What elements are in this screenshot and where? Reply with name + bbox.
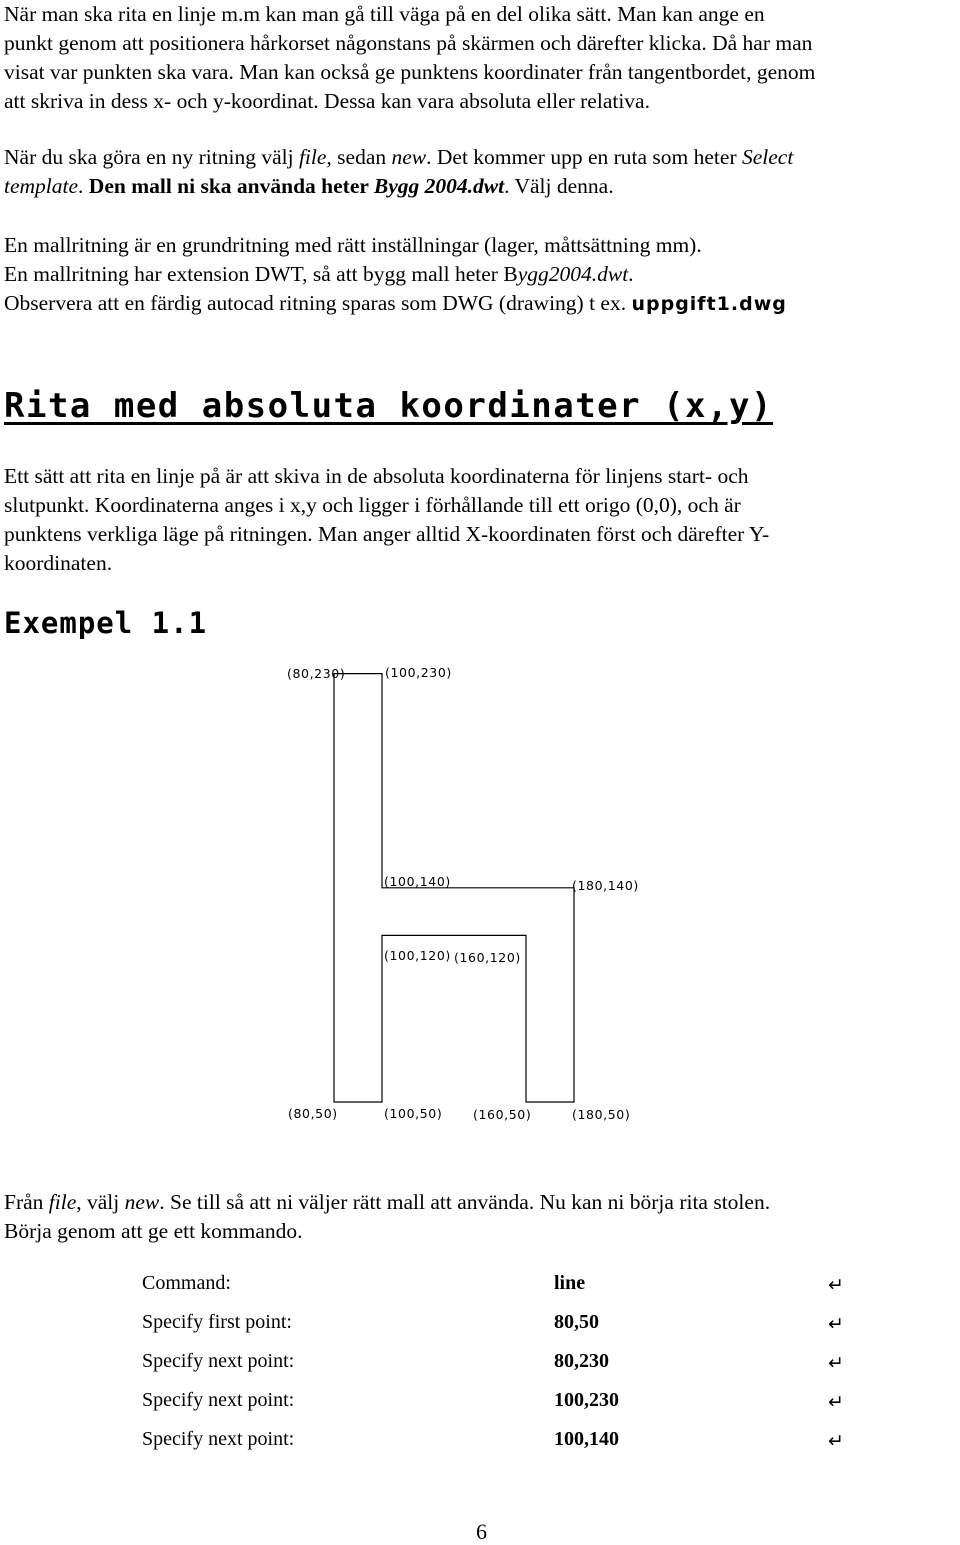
file-menu-ref: file (48, 1190, 77, 1214)
command-input: 100,140 (554, 1428, 619, 1450)
command-input: 80,230 (554, 1350, 609, 1372)
enter-key-icon: ↵ (828, 1430, 844, 1452)
coord-label: (100,140) (384, 874, 451, 889)
page-number: 6 (476, 1519, 487, 1544)
template-instruction: Den mall ni ska använda heter (88, 174, 374, 198)
text-run: , sedan (326, 145, 392, 169)
intro-line: visat var punkten ska vara. Man kan också ge punktens koordinater från tangentbordet, genom (4, 60, 816, 84)
section-body (4, 462, 954, 578)
template-ref: template (4, 174, 79, 198)
intro-paragraph-3 (4, 231, 954, 319)
text-run: När du ska göra en ny ritning välj (4, 145, 299, 169)
coord-label: (100,50) (384, 1106, 443, 1121)
example-heading: Exempel 1.1 (4, 606, 208, 640)
text-run: . Det kommer upp en ruta som heter (426, 145, 742, 169)
command-prompt: Specify next point: (142, 1389, 295, 1411)
new-menu-ref: new (391, 145, 427, 169)
intro-line: När man ska rita en linje m.m kan man gå till väga på en del olika sätt. Man kan ange en (4, 2, 765, 26)
instruction-paragraph (4, 1188, 954, 1246)
instruction-line (4, 1188, 954, 1217)
section-heading: Rita med absoluta koordinater (x,y) (4, 386, 773, 426)
command-input: line (554, 1272, 586, 1294)
coord-label: (100,230) (385, 665, 452, 680)
intro-line (4, 289, 954, 319)
intro-paragraph-2 (4, 143, 954, 201)
chair-drawing (0, 655, 960, 1135)
command-row (142, 1311, 862, 1341)
coord-label: (160,50) (473, 1107, 532, 1122)
text-run: . Se till så att ni väljer rätt mall att använda. Nu kan ni börja rita stolen. (159, 1190, 771, 1214)
coord-label: (180,140) (572, 878, 639, 893)
text-run: En mallritning har extension DWT, så att bygg mall heter B (4, 262, 518, 286)
command-prompt: Specify next point: (142, 1428, 295, 1450)
body-line: punktens verkliga läge på ritningen. Man anger alltid X-koordinaten först och därefter Y- (4, 522, 770, 546)
command-prompt: Command: (142, 1272, 231, 1294)
enter-key-icon: ↵ (828, 1274, 844, 1296)
example-filename: uppgift1.dwg (631, 293, 787, 315)
command-prompt: Specify next point: (142, 1350, 295, 1372)
new-menu-ref: new (124, 1190, 160, 1214)
command-row (142, 1272, 862, 1302)
text-run: Från (4, 1190, 49, 1214)
intro-line: att skriva in dess x- och y-koordinat. Dessa kan vara absoluta eller relativa. (4, 89, 650, 113)
command-row (142, 1389, 862, 1419)
select-ref: Select (742, 145, 794, 169)
command-prompt: Specify first point: (142, 1311, 292, 1333)
intro-line: En mallritning är en grundritning med rätt inställningar (lager, måttsättning mm). (4, 233, 702, 257)
enter-key-icon: ↵ (828, 1391, 844, 1413)
command-input: 80,50 (554, 1311, 599, 1333)
coord-label: (100,120) (384, 948, 451, 963)
text-run: . (628, 262, 634, 286)
intro-line (4, 260, 954, 289)
file-menu-ref: file (298, 145, 327, 169)
body-line: slutpunkt. Koordinaterna anges i x,y och ligger i förhållande till ett origo (0,0), och är (4, 493, 741, 517)
body-line: Ett sätt att rita en linje på är att skiva in de absoluta koordinaterna för linjens start- och (4, 464, 749, 488)
body-line: koordinaten. (4, 551, 113, 575)
text-run: . (78, 174, 89, 198)
command-row (142, 1350, 862, 1380)
coord-label: (180,50) (572, 1107, 631, 1122)
intro-paragraph-1 (4, 0, 954, 116)
text-run: , välj (76, 1190, 125, 1214)
coord-label: (80,50) (288, 1106, 338, 1121)
enter-key-icon: ↵ (828, 1313, 844, 1335)
command-row (142, 1428, 862, 1458)
intro-line: punkt genom att positionera hårkorset någonstans på skärmen och därefter klicka. Då har man (4, 31, 813, 55)
coord-label: (80,230) (287, 666, 346, 681)
template-filename: Bygg 2004.dwt (373, 174, 505, 198)
template-filename: ygg2004.dwt (517, 262, 629, 286)
instruction-line: Börja genom att ge ett kommando. (4, 1219, 303, 1243)
text-run: . Välj denna. (504, 174, 614, 198)
coord-label: (160,120) (454, 950, 521, 965)
enter-key-icon: ↵ (828, 1352, 844, 1374)
chair-outline (334, 674, 574, 1102)
command-input: 100,230 (554, 1389, 619, 1411)
text-run: Observera att en färdig autocad ritning sparas som DWG (drawing) t ex. (4, 291, 632, 315)
